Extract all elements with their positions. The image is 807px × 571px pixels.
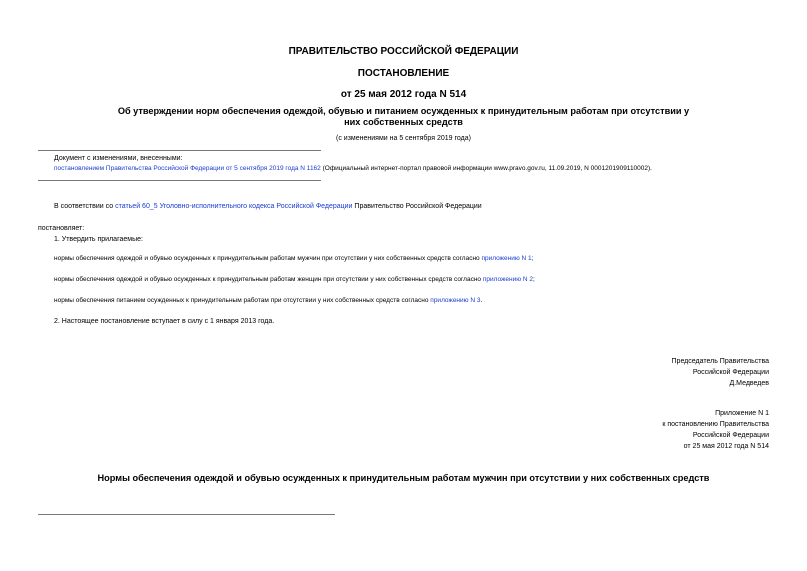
appendix-3-link[interactable]: приложению N 3 [430,297,481,304]
norm-3 [54,296,482,306]
norm-1-end: ; [531,255,534,262]
document-title-line2: них собственных средств [344,117,463,127]
preamble [54,202,482,212]
amendment-source: (Официальный интернет-портал правовой информации www.pravo.gov.ru, 11.09.2019, N 0001201909110002). [320,165,652,172]
document-date-number: от 25 мая 2012 года N 514 [340,89,467,100]
norm-1-text: нормы обеспечения одеждой и обувью осужденных к принудительным работам мужчин при отсутствии у них собственных средств согласно [54,255,482,262]
document-type-heading: ПОСТАНОВЛЕНИЕ [357,68,450,79]
item-1: 1. Утвердить прилагаемые: [54,236,143,243]
norm-2-text: нормы обеспечения одеждой и обувью осужденных к принудительным работам женщин при отсутствии у них собственных средств согласно [54,276,483,283]
appendix-date: от 25 мая 2012 года N 514 [683,443,769,450]
item-2: 2. Настоящее постановление вступает в силу с 1 января 2013 года. [54,318,275,325]
section-title: Нормы обеспечения одеждой и обувью осужденных к принудительным работам мужчин при отсутствии у них собственных средств [97,473,710,483]
amendments-entry [54,164,652,174]
signature-country: Российской Федерации [692,369,769,376]
appendix-number: Приложение N 1 [715,410,769,417]
footnote-rule [38,514,335,515]
norm-1 [54,254,533,264]
norm-3-end: . [480,297,483,304]
amendment-decree-link[interactable]: постановлением Правительства Российской Федерации от 5 сентября 2019 года N 1162 [54,165,321,172]
appendix-2-link[interactable]: приложению N 2 [482,276,533,283]
postanovlyaet: постановляет: [38,225,85,232]
amendments-label: Документ с изменениями, внесенными: [54,155,183,162]
appendix-country: Российской Федерации [692,432,769,439]
appendix-reference: к постановлению Правительства [662,421,769,428]
signature-title: Председатель Правительства [671,358,769,365]
norm-3-text: нормы обеспечения питанием осужденных к принудительным работам при отсутствии у них собственных средств согласно [54,297,431,304]
code-article-link[interactable]: статьей 60_5 Уголовно-исполнительного кодекса Российской Федерации [115,203,353,210]
amendments-top-rule [38,150,321,151]
preamble-end: Правительство Российской Федерации [352,203,482,210]
signature-name: Д.Медведев [729,380,769,387]
government-heading: ПРАВИТЕЛЬСТВО РОССИЙСКОЙ ФЕДЕРАЦИИ [288,46,519,57]
revision-note: (с изменениями на 5 сентября 2019 года) [336,135,471,142]
document-title-line1: Об утверждении норм обеспечения одеждой, обувью и питанием осужденных к принудительным работам при отсутствии у [117,106,690,116]
appendix-1-link[interactable]: приложению N 1 [481,255,532,262]
norm-2-end: ; [533,276,535,283]
norm-2 [54,275,535,285]
amendments-bottom-rule [38,180,321,181]
preamble-start: В соответствии со [54,203,116,210]
